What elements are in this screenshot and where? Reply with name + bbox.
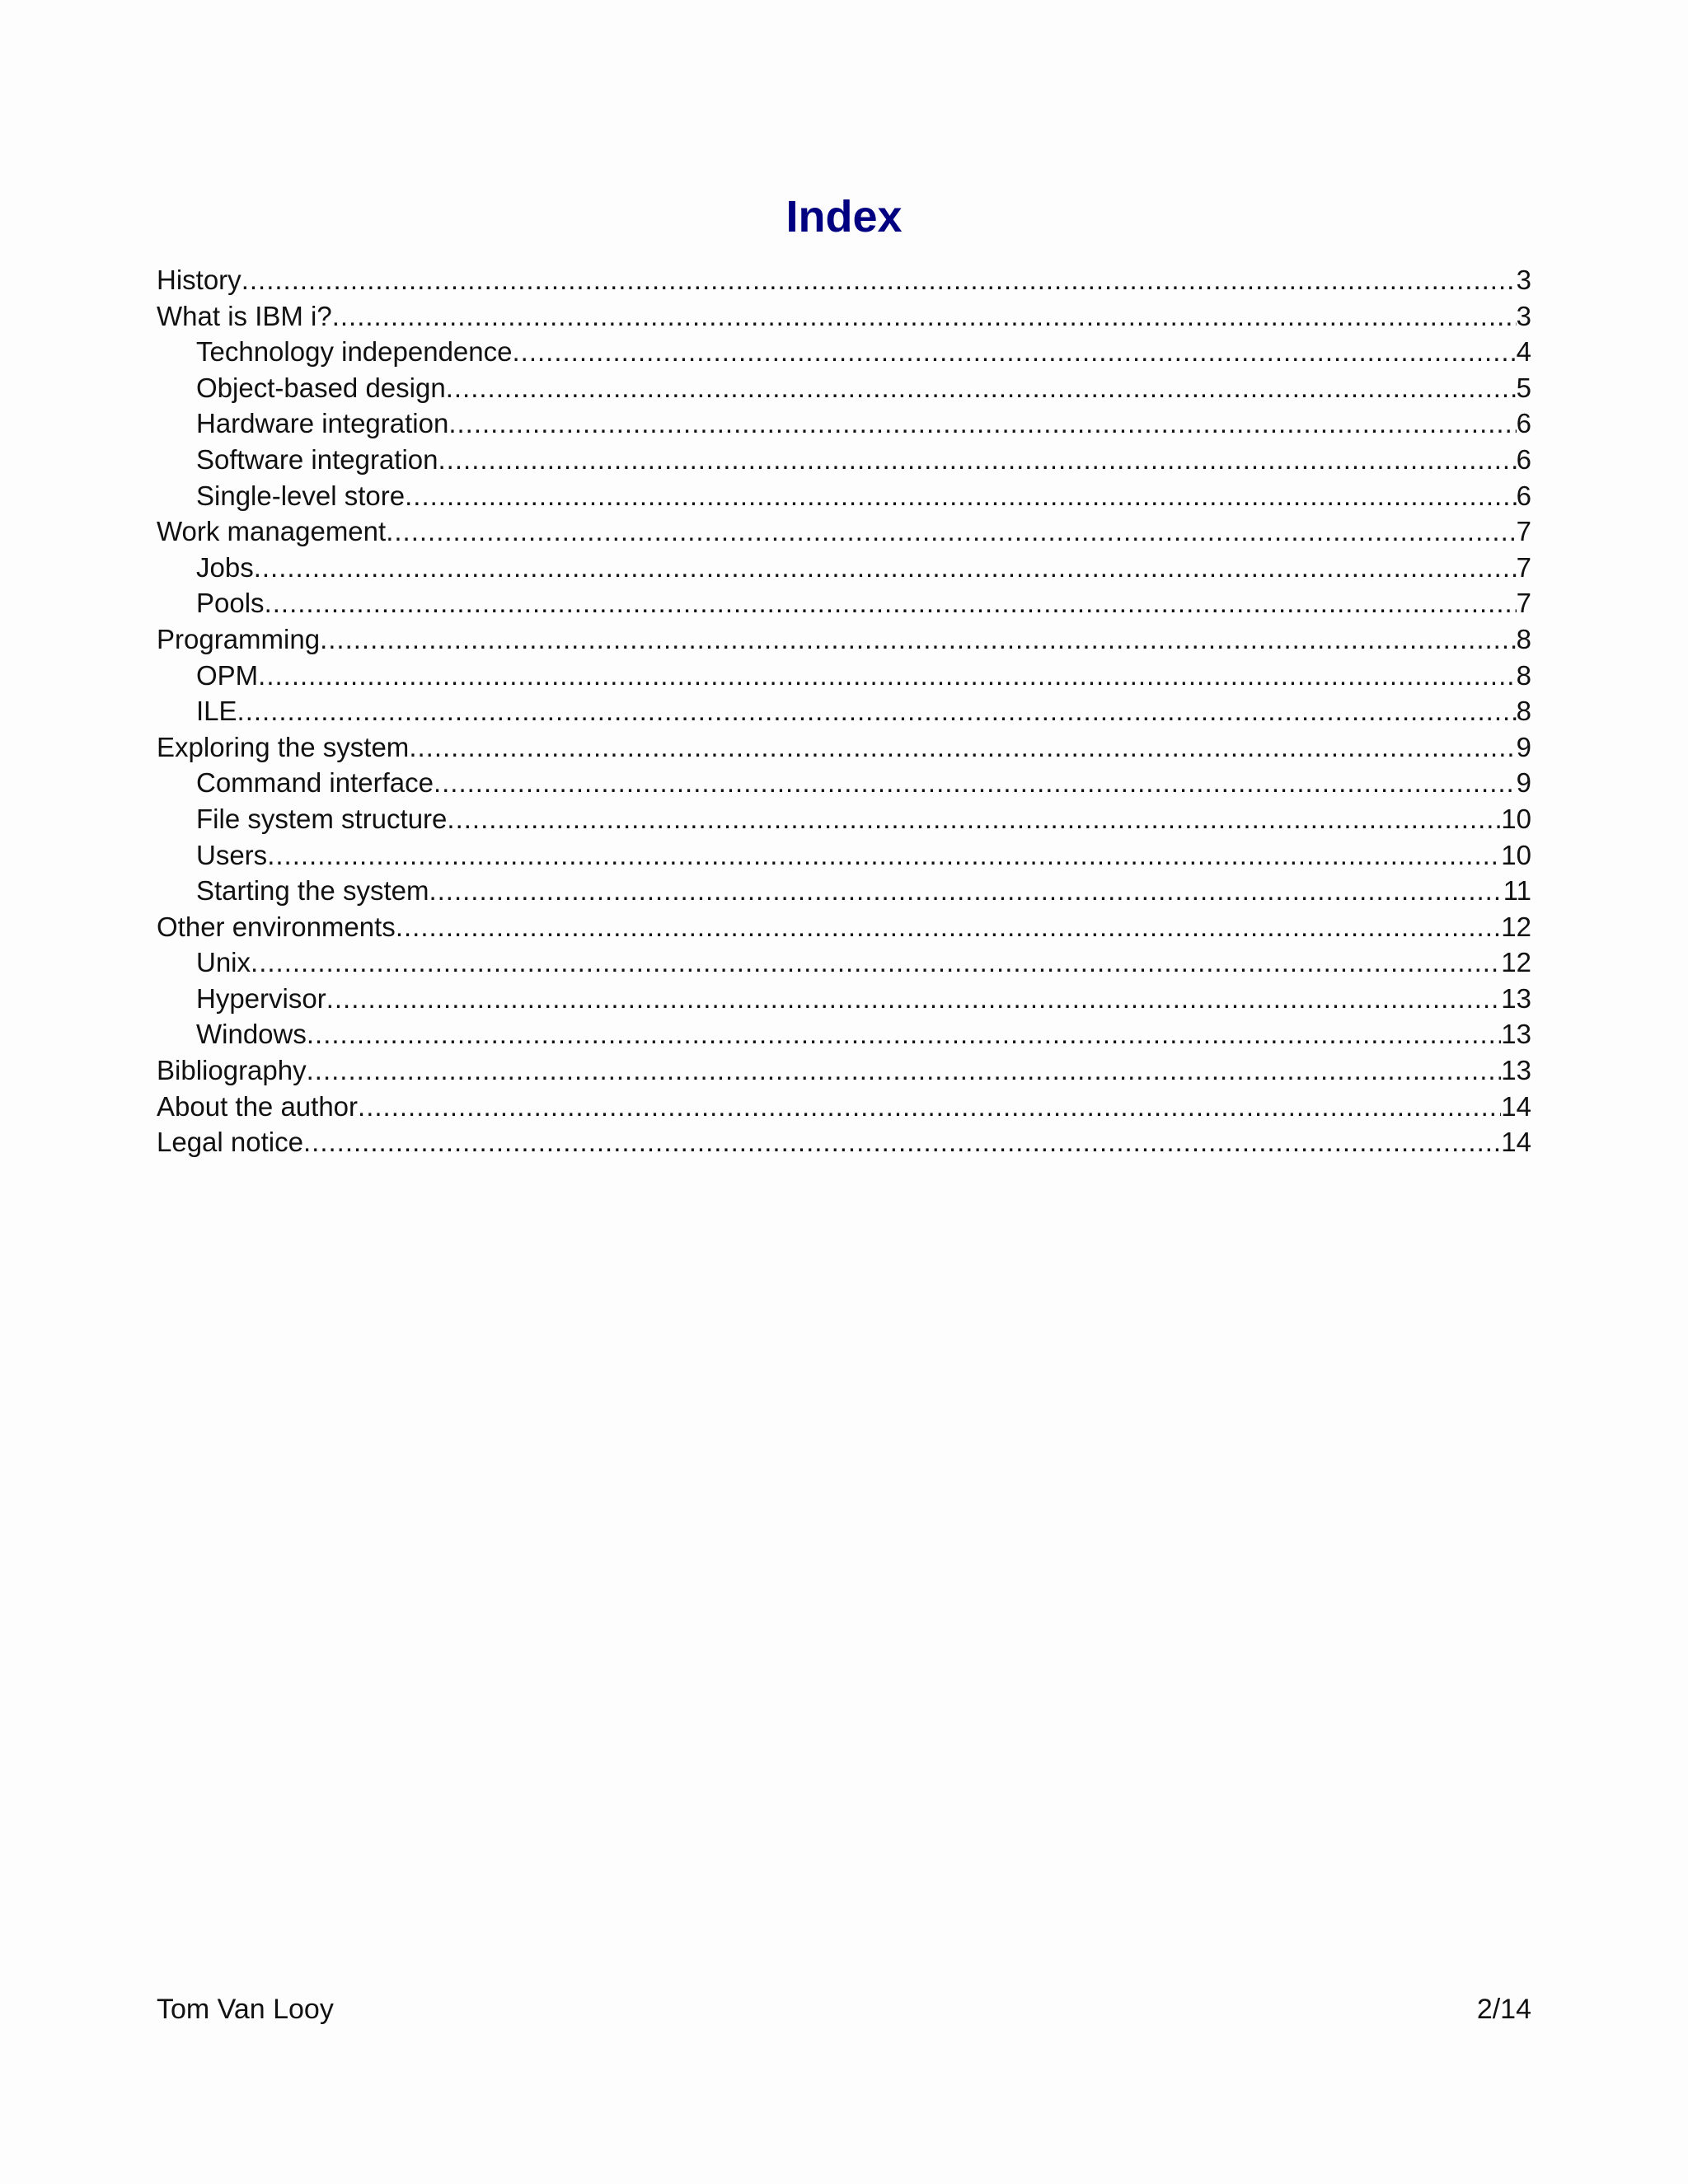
toc-dot-leader [447, 801, 1501, 837]
toc-entry-page-number: 13 [1501, 1055, 1531, 1086]
table-of-contents [157, 262, 1531, 1160]
toc-entry-label: About the author [157, 1090, 359, 1122]
toc-entry[interactable] [157, 729, 1531, 766]
toc-dot-leader [258, 658, 1516, 694]
toc-entry-page-number: 12 [1501, 947, 1531, 978]
toc-entry[interactable] [157, 262, 1531, 298]
footer-author: Tom Van Looy [157, 1994, 334, 2025]
toc-entry-page-number: 3 [1516, 265, 1531, 295]
toc-entry-page-number: 8 [1516, 696, 1531, 727]
toc-dot-leader [267, 837, 1501, 874]
toc-entry[interactable] [157, 801, 1531, 837]
toc-entry[interactable] [157, 873, 1531, 909]
toc-dot-leader [303, 1124, 1501, 1160]
footer-page-number: 2/14 [1476, 1994, 1531, 2025]
toc-entry-label: ILE [196, 696, 237, 727]
toc-entry-label: Object-based design [196, 372, 446, 403]
toc-dot-leader [434, 765, 1517, 801]
toc-entry-page-number: 5 [1516, 372, 1531, 403]
toc-entry-page-number: 8 [1516, 623, 1531, 654]
toc-entry[interactable] [157, 1124, 1531, 1160]
toc-dot-leader [396, 909, 1501, 945]
toc-dot-leader [251, 944, 1501, 981]
toc-entry-label: Other environments [157, 911, 396, 942]
toc-dot-leader [448, 405, 1516, 442]
toc-dot-leader [241, 262, 1517, 298]
toc-entry[interactable] [157, 1052, 1531, 1089]
toc-entry-label: Bibliography [157, 1055, 307, 1086]
toc-entry[interactable] [157, 658, 1531, 694]
toc-entry-page-number: 13 [1501, 982, 1531, 1014]
toc-entry[interactable] [157, 478, 1531, 514]
toc-dot-leader [320, 621, 1517, 658]
toc-entry-label: Windows [196, 1019, 307, 1050]
toc-entry-page-number: 6 [1516, 480, 1531, 511]
toc-entry-label: History [157, 265, 241, 295]
toc-entry[interactable] [157, 405, 1531, 442]
toc-dot-leader [512, 334, 1516, 370]
toc-entry-page-number: 4 [1516, 336, 1531, 368]
toc-entry-page-number: 6 [1516, 408, 1531, 439]
toc-entry-page-number: 7 [1516, 516, 1531, 547]
toc-entry-page-number: 11 [1503, 875, 1531, 907]
toc-dot-leader [332, 298, 1517, 335]
toc-entry-label: OPM [196, 659, 259, 691]
toc-entry-page-number: 8 [1516, 659, 1531, 691]
toc-entry-label: Command interface [196, 767, 434, 799]
toc-dot-leader [438, 442, 1517, 478]
toc-entry-label: Pools [196, 588, 265, 619]
toc-dot-leader [254, 550, 1517, 586]
toc-entry-label: Single-level store [196, 480, 406, 511]
toc-dot-leader [358, 1089, 1501, 1125]
toc-entry[interactable] [157, 370, 1531, 406]
toc-dot-leader [265, 585, 1517, 621]
toc-entry-label: Jobs [196, 551, 254, 583]
toc-entry-label: Programming [157, 623, 321, 654]
toc-entry[interactable] [157, 621, 1531, 658]
toc-entry-page-number: 10 [1501, 839, 1531, 870]
toc-entry[interactable] [157, 298, 1531, 335]
toc-entry-label: Technology independence [196, 336, 513, 368]
toc-entry-label: Hardware integration [196, 408, 449, 439]
toc-entry-label: Unix [196, 947, 251, 978]
toc-entry[interactable] [157, 585, 1531, 621]
toc-entry-label: Starting the system [196, 875, 429, 907]
toc-entry-label: Users [196, 839, 268, 870]
toc-entry-page-number: 3 [1516, 300, 1531, 331]
toc-entry[interactable] [157, 837, 1531, 874]
toc-dot-leader [409, 729, 1516, 766]
toc-entry-page-number: 14 [1501, 1127, 1531, 1158]
toc-dot-leader [237, 693, 1517, 729]
toc-entry-label: Software integration [196, 443, 438, 475]
toc-entry[interactable] [157, 944, 1531, 981]
toc-entry-page-number: 7 [1516, 588, 1531, 619]
toc-dot-leader [326, 981, 1502, 1017]
toc-entry-page-number: 14 [1501, 1090, 1531, 1122]
toc-entry[interactable] [157, 1089, 1531, 1125]
toc-entry-label: Legal notice [157, 1127, 303, 1158]
toc-entry[interactable] [157, 981, 1531, 1017]
toc-entry-page-number: 13 [1501, 1019, 1531, 1050]
toc-dot-leader [307, 1052, 1502, 1089]
toc-dot-leader [307, 1016, 1501, 1052]
toc-dot-leader [429, 873, 1503, 909]
toc-entry-label: Exploring the system [157, 731, 410, 762]
toc-entry-label: Hypervisor [196, 982, 326, 1014]
toc-entry[interactable] [157, 513, 1531, 550]
toc-entry-page-number: 9 [1516, 731, 1531, 762]
toc-dot-leader [386, 513, 1516, 550]
toc-entry[interactable] [157, 1016, 1531, 1052]
toc-dot-leader [446, 370, 1517, 406]
toc-entry-page-number: 6 [1516, 443, 1531, 475]
toc-entry[interactable] [157, 909, 1531, 945]
toc-entry[interactable] [157, 550, 1531, 586]
toc-entry[interactable] [157, 334, 1531, 370]
page-title: Index [785, 192, 903, 241]
toc-entry-label: File system structure [196, 803, 448, 834]
toc-entry[interactable] [157, 693, 1531, 729]
toc-entry[interactable] [157, 442, 1531, 478]
toc-entry[interactable] [157, 765, 1531, 801]
toc-entry-page-number: 10 [1501, 803, 1531, 834]
toc-dot-leader [405, 478, 1517, 514]
toc-entry-label: Work management [157, 516, 387, 547]
toc-entry-page-number: 12 [1501, 911, 1531, 942]
toc-entry-page-number: 7 [1516, 551, 1531, 583]
toc-entry-page-number: 9 [1516, 767, 1531, 799]
toc-entry-label: What is IBM i? [157, 300, 332, 331]
